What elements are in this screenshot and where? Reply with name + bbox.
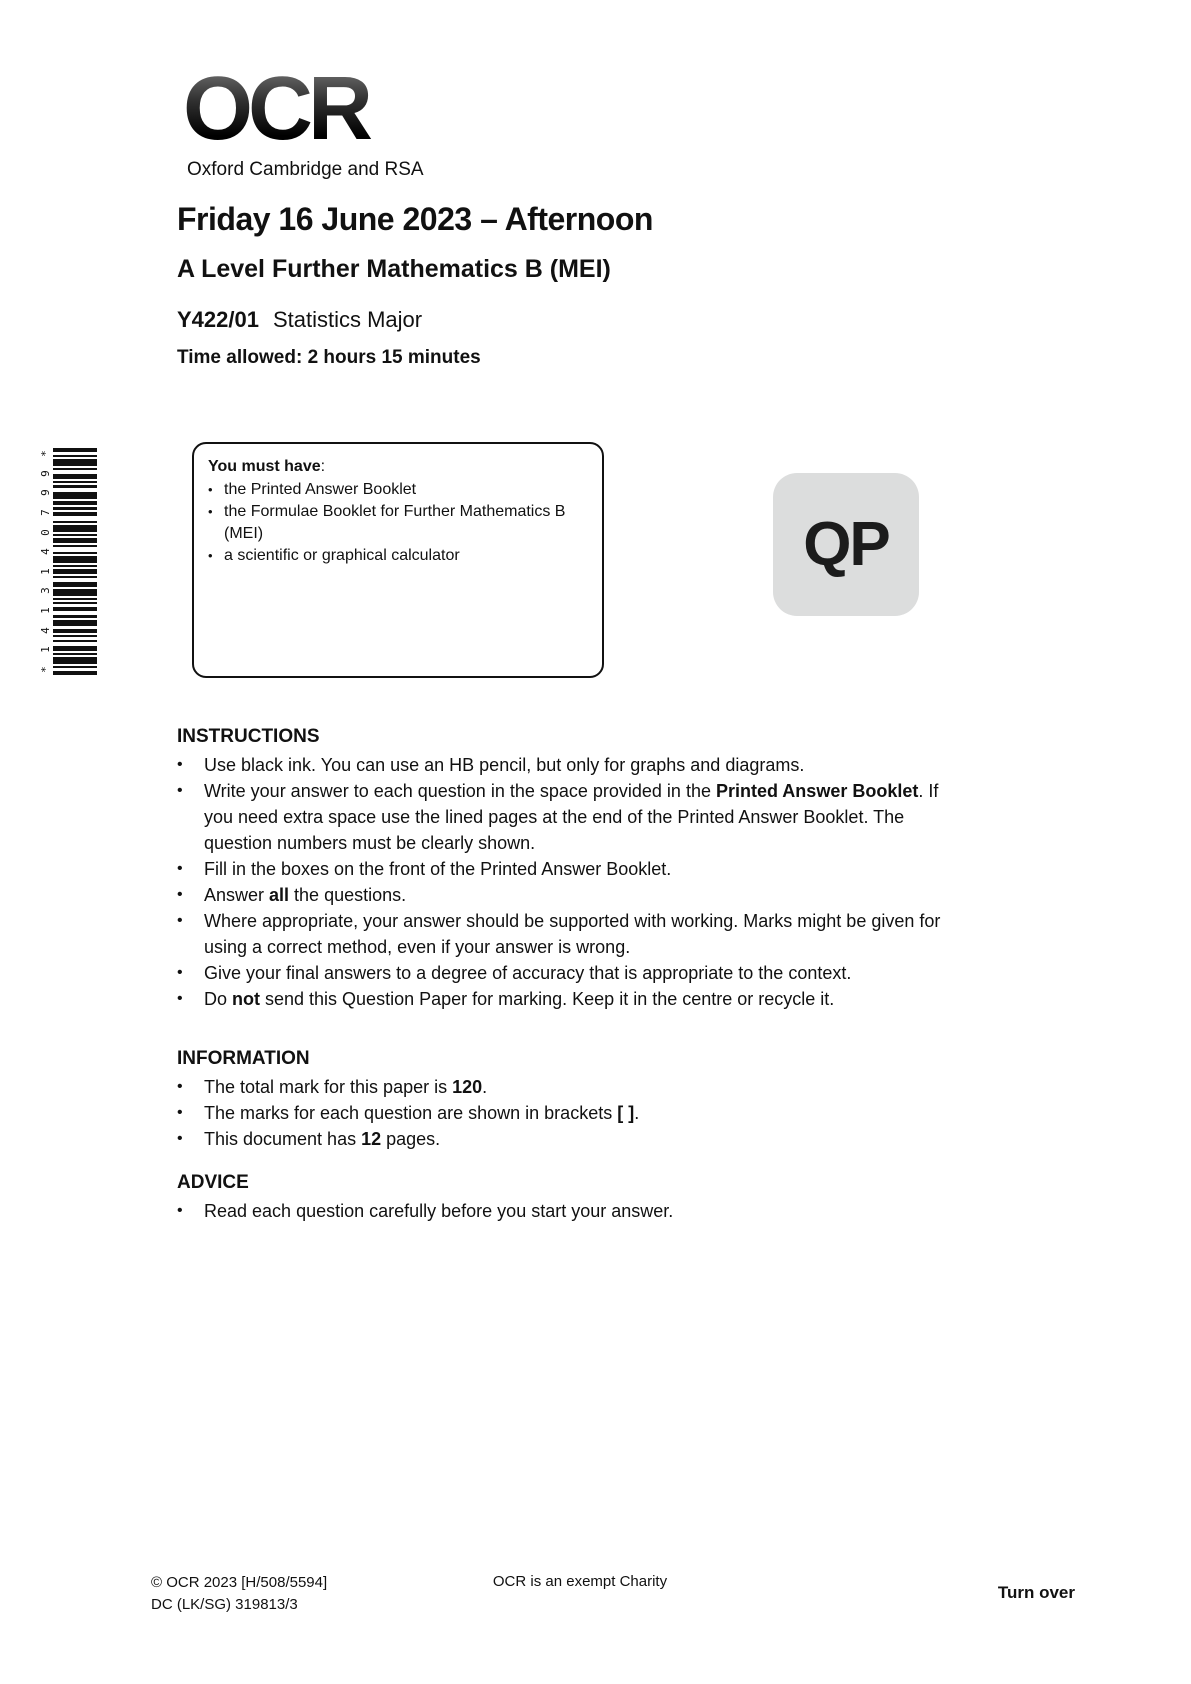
bullet-text [204, 1126, 440, 1152]
barcode-bar [53, 565, 97, 567]
barcode-bar [53, 576, 97, 578]
you-must-have-box [192, 442, 604, 678]
barcode-char: 9 [39, 489, 52, 497]
bullet-marker: • [208, 548, 213, 563]
barcode-char: * [39, 666, 52, 673]
qp-badge [773, 473, 919, 616]
you-must-have-title [208, 456, 590, 478]
must-have-item [208, 545, 590, 567]
time-allowed: Time allowed: 2 hours 15 minutes [177, 347, 481, 368]
text-segment: all [269, 885, 290, 905]
bullet-text [204, 778, 964, 856]
barcode-char: 4 [39, 548, 52, 555]
instructions-bullet [177, 856, 964, 882]
paper-title: Statistics Major [272, 307, 423, 332]
text-segment: . [634, 1103, 640, 1123]
barcode-char: 3 [39, 587, 52, 595]
section-heading: INFORMATION [177, 1048, 310, 1069]
text-segment: pages. [381, 1129, 441, 1149]
barcode-bar [53, 534, 97, 536]
text-segment: send this Question Paper for marking. Keep it in the centre or recycle it. [260, 989, 835, 1009]
bullet-marker: • [177, 782, 183, 799]
qp-badge-label: QP [803, 510, 889, 579]
information-bullet [177, 1100, 964, 1126]
bullet-marker: • [208, 504, 213, 519]
paper-code: Y422/01 [177, 307, 259, 332]
barcode-bar [53, 492, 97, 499]
barcode-bar [53, 646, 97, 650]
barcode-bar [53, 569, 97, 573]
barcode-bar [53, 615, 97, 617]
paper-code-line [177, 307, 422, 333]
barcode-bar [53, 582, 97, 586]
text-segment: Use black ink. You can use an HB pencil, but only for graphs and diagrams. [204, 755, 805, 775]
text-segment: . [482, 1077, 488, 1097]
barcode-bar [53, 607, 97, 611]
bullet-marker: • [177, 886, 183, 903]
barcode-bar [53, 671, 97, 675]
section-bullet-list [177, 1074, 964, 1152]
barcode-bar [53, 481, 97, 483]
must-have-item-text: a scientific or graphical calculator [224, 547, 460, 564]
instructions-bullet [177, 882, 964, 908]
text-segment: This document has [204, 1129, 362, 1149]
barcode-char: 1 [39, 567, 52, 575]
barcode-bar [53, 521, 97, 523]
barcode-bar [53, 635, 97, 637]
bullet-marker: • [177, 964, 183, 981]
barcode-bar [53, 507, 97, 509]
bullet-marker: • [208, 482, 213, 497]
section-bullet-list [177, 1198, 964, 1224]
information-bullet [177, 1126, 964, 1152]
text-segment: not [232, 989, 260, 1009]
barcode-bar [53, 552, 97, 554]
text-segment: 120 [452, 1077, 483, 1097]
text-segment: The marks for each question are shown in brackets [204, 1103, 618, 1123]
bullet-marker: • [177, 1130, 183, 1147]
section-bullet-list [177, 752, 964, 1012]
must-have-item [208, 501, 590, 545]
text-segment: 12 [361, 1129, 382, 1149]
barcode-bar [53, 589, 97, 596]
text-segment: Where appropriate, your answer should be supported with working. Marks might be given for using a correct method, even if your answer is wrong. [204, 911, 941, 957]
instructions-bullet [177, 986, 964, 1012]
barcode-bar [53, 545, 97, 547]
text-segment: Fill in the boxes on the front of the Printed Answer Booklet. [204, 859, 672, 879]
text-segment: . If you need extra space use the lined pages at the end of the Printed Answer Booklet. The question numbers must be clearly shown. [204, 781, 939, 853]
bullet-text [204, 1074, 487, 1100]
qualification-title: A Level Further Mathematics B (MEI) [177, 255, 611, 283]
bullet-marker: • [177, 1078, 183, 1095]
bullet-marker: • [177, 1202, 183, 1219]
text-segment: : [320, 458, 326, 475]
information-bullet [177, 1074, 964, 1100]
barcode-bar [53, 485, 97, 487]
barcode-bar [53, 657, 97, 664]
barcode-bar [53, 459, 97, 466]
barcode-bar [53, 640, 97, 642]
barcode-bar [53, 620, 97, 627]
exam-date-title: Friday 16 June 2023 – Afternoon [177, 201, 653, 237]
bullet-marker: • [177, 990, 183, 1007]
barcode-char: * [39, 450, 52, 457]
turn-over-label: Turn over [997, 1583, 1075, 1602]
advice-bullet [177, 1198, 964, 1224]
text-segment: You must have [208, 458, 321, 475]
footer-dc-line: DC (LK/SG) 319813/3 [151, 1596, 298, 1613]
text-segment: the questions. [289, 885, 407, 905]
bullet-text [204, 856, 671, 882]
instructions-bullet [177, 778, 964, 856]
bullet-text [204, 960, 851, 986]
barcode-text [38, 448, 53, 675]
section-instructions [177, 726, 964, 1012]
barcode-bar [53, 653, 97, 655]
text-segment: Answer [204, 885, 270, 905]
barcode-bar [53, 525, 97, 532]
barcode-char: 1 [39, 607, 52, 614]
barcode-bar [53, 501, 97, 505]
bullet-marker: • [177, 1104, 183, 1121]
ocr-logo-text: OCR [183, 64, 424, 156]
bullet-text [204, 986, 834, 1012]
barcode-bar [53, 598, 97, 600]
must-have-item-text: the Formulae Booklet for Further Mathematics B (MEI) [224, 503, 566, 542]
section-information [177, 1048, 964, 1152]
barcode-char: 7 [39, 509, 52, 516]
footer-copyright: © OCR 2023 [H/508/5594] [151, 1574, 328, 1591]
barcode-bar [53, 556, 97, 563]
footer-charity: OCR is an exempt Charity [492, 1573, 668, 1590]
instructions-bullet [177, 908, 964, 960]
text-segment: Printed Answer Booklet [715, 781, 919, 801]
bullet-marker: • [177, 912, 183, 929]
bullet-text [204, 882, 406, 908]
must-have-item-text: the Printed Answer Booklet [224, 481, 417, 498]
barcode-bar [53, 629, 97, 633]
bullet-text [204, 1198, 673, 1224]
text-segment: Read each question carefully before you start your answer. [204, 1201, 674, 1221]
must-have-item [208, 479, 590, 501]
text-segment: Do [204, 989, 233, 1009]
barcode-char: 9 [39, 469, 52, 477]
instructions-bullet [177, 960, 964, 986]
barcode-char: 4 [39, 626, 52, 634]
bullet-text [204, 908, 964, 960]
text-segment: The total mark for this paper is [204, 1077, 453, 1097]
bullet-text [204, 752, 804, 778]
sections [177, 726, 964, 1224]
section-advice [177, 1172, 964, 1224]
barcode-bar [53, 512, 97, 516]
you-must-have-list [208, 479, 590, 567]
text-segment: Write your answer to each question in the space provided in the [204, 781, 716, 801]
barcode-bar [53, 666, 97, 668]
section-heading: ADVICE [177, 1172, 249, 1193]
barcode-bar [53, 455, 97, 457]
section-heading: INSTRUCTIONS [177, 726, 320, 747]
barcode [38, 448, 97, 675]
text-segment: [ ] [617, 1103, 635, 1123]
barcode-char: 1 [39, 646, 52, 654]
barcode-bar [53, 602, 97, 604]
barcode-bar [53, 474, 97, 478]
barcode-bar [53, 468, 97, 470]
ocr-logo-tagline: Oxford Cambridge and RSA [187, 158, 424, 180]
barcode-bar [53, 448, 97, 452]
bullet-text [204, 1100, 639, 1126]
barcode-char: 0 [39, 528, 52, 536]
bullet-marker: • [177, 756, 183, 773]
instructions-bullet [177, 752, 964, 778]
bullet-marker: • [177, 860, 183, 877]
barcode-bars [53, 448, 97, 675]
ocr-logo [183, 59, 424, 181]
text-segment: Give your final answers to a degree of accuracy that is appropriate to the context. [204, 963, 852, 983]
barcode-bar [53, 538, 97, 542]
